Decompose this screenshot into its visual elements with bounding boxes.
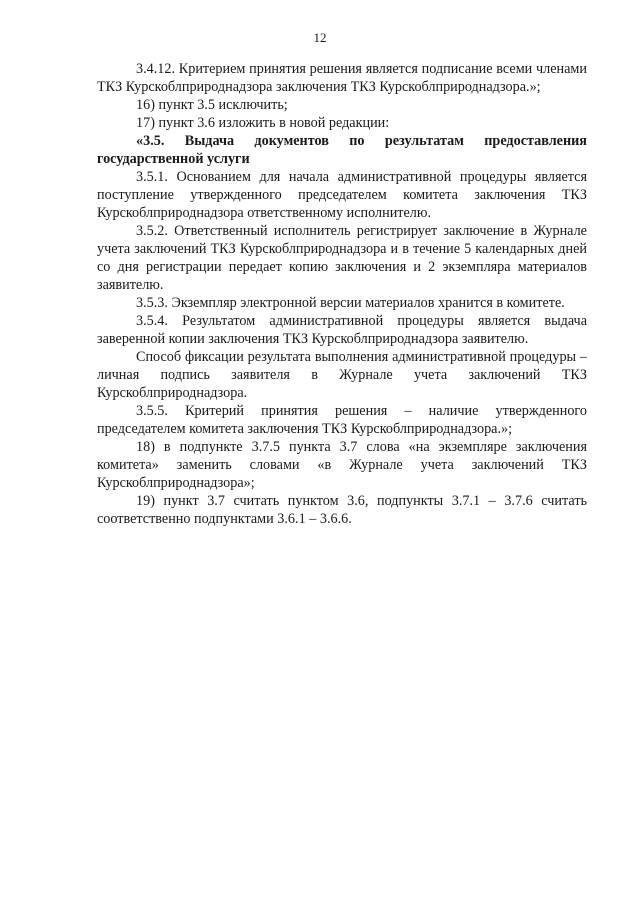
paragraph-3-5-1: 3.5.1. Основанием для начала административной процедуры является поступление утвержденного председателем комитета заключения ТКЗ Курскоблприроднадзора ответственному исполнителю. xyxy=(97,169,587,221)
page-number: 12 xyxy=(313,30,327,45)
paragraph-item-17: 17) пункт 3.6 изложить в новой редакции: xyxy=(136,115,390,131)
paragraph-item-19: 19) пункт 3.7 считать пунктом 3.6, подпункты 3.7.1 – 3.7.6 считать соответственно подпунктами 3.6.1 – 3.6.6. xyxy=(97,493,587,527)
paragraph-3-5-3: 3.5.3. Экземпляр электронной версии материалов хранится в комитете. xyxy=(136,295,565,311)
section-heading-3-5: «3.5. Выдача документов по результатам предоставления государственной услуги xyxy=(97,133,587,167)
document-body xyxy=(97,60,587,528)
paragraph-3-5-2: 3.5.2. Ответственный исполнитель регистрирует заключение в Журнале учета заключений ТКЗ Курскоблприроднадзора и в течение 5 календарных дней со дня регистрации передает копию заключения и 2 экземпляра материалов заявителю. xyxy=(97,223,587,293)
paragraph-item-16: 16) пункт 3.5 исключить; xyxy=(136,97,288,113)
paragraph-3-4-12: 3.4.12. Критерием принятия решения является подписание всеми членами ТКЗ Курскоблприроднадзора заключения ТКЗ Курскоблприроднадзора.»; xyxy=(97,61,587,95)
paragraph-3-5-4: 3.5.4. Результатом административной процедуры является выдача заверенной копии заключения ТКЗ Курскоблприроднадзора заявителю. xyxy=(97,313,587,347)
paragraph-3-5-5: 3.5.5. Критерий принятия решения – наличие утвержденного председателем комитета заключения ТКЗ Курскоблприроднадзора.»; xyxy=(97,403,587,437)
paragraph-fixation-method: Способ фиксации результата выполнения административной процедуры – личная подпись заявителя в Журнале учета заключений ТКЗ Курскоблприроднадзора. xyxy=(97,349,587,401)
paragraph-item-18: 18) в подпункте 3.7.5 пункта 3.7 слова «на экземпляре заключения комитета» заменить словами «в Журнале учета заключений ТКЗ Курскоблприроднадзора»; xyxy=(97,439,587,491)
